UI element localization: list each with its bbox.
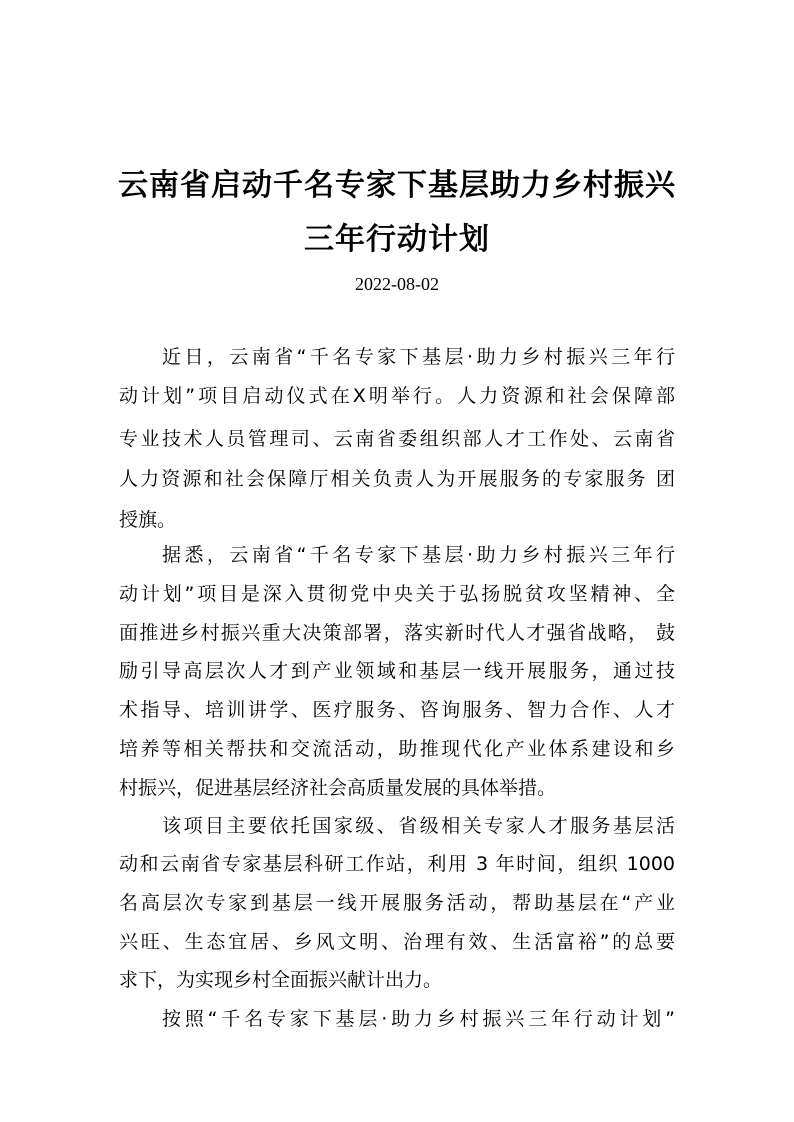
paragraph-2-line-5: 术指导、培训讲学、医疗服务、咨询服务、智力合作、人才: [119, 699, 675, 721]
article-date: 2022-08-02: [355, 274, 439, 294]
paragraph-4-line-1: 按照“千名专家下基层·助力乡村振兴三年行动计划”: [162, 1008, 675, 1030]
paragraph-3-line-2: 动和云南省专家基层科研工作站，利用 3 年时间，组织 1000: [119, 853, 675, 875]
paragraph-2-line-2: 动计划”项目是深入贯彻党中央关于弘扬脱贫攻坚精神、全: [119, 583, 675, 605]
paragraph-2-line-1: 据悉，云南省“千名专家下基层·助力乡村振兴三年行: [162, 544, 675, 566]
paragraph-3-line-4: 兴旺、生态宜居、乡风文明、治理有效、生活富裕”的总要: [119, 931, 675, 953]
article-title-line-2: 三年行动计划: [304, 222, 490, 257]
paragraph-1-line-1: 近日，云南省“千名专家下基层·助力乡村振兴三年行: [162, 346, 675, 368]
paragraph-1-line-3: 专业技术人员管理司、云南省委组织部人才工作处、云南省: [119, 428, 675, 450]
paragraph-2-line-6: 培养等相关帮扶和交流活动，助推现代化产业体系建设和乡: [119, 738, 675, 760]
paragraph-2-line-4: 励引导高层次人才到产业领域和基层一线开展服务，通过技: [119, 660, 675, 682]
paragraph-1-line-2: 动计划”项目启动仪式在X明举行。人力资源和社会保障部: [119, 385, 675, 407]
paragraph-2-line-3: 面推进乡村振兴重大决策部署，落实新时代人才强省战略， 鼓: [119, 622, 675, 644]
paragraph-2-line-7: 村振兴，促进基层经济社会高质量发展的具体举措。: [119, 777, 557, 799]
article-title-line-1: 云南省启动千名专家下基层助力乡村振兴: [118, 168, 676, 203]
paragraph-3-line-5: 求下，为实现乡村全面振兴献计出力。: [119, 969, 443, 991]
paragraph-1-line-5: 授旗。: [119, 509, 177, 531]
paragraph-3-line-3: 名高层次专家到基层一线开展服务活动，帮助基层在“产业: [119, 892, 675, 914]
paragraph-3-line-1: 该项目主要依托国家级、省级相关专家人才服务基层活: [162, 815, 675, 837]
paragraph-1-line-4: 人力资源和社会保障厅相关负责人为开展服务的专家服务 团: [119, 468, 675, 490]
